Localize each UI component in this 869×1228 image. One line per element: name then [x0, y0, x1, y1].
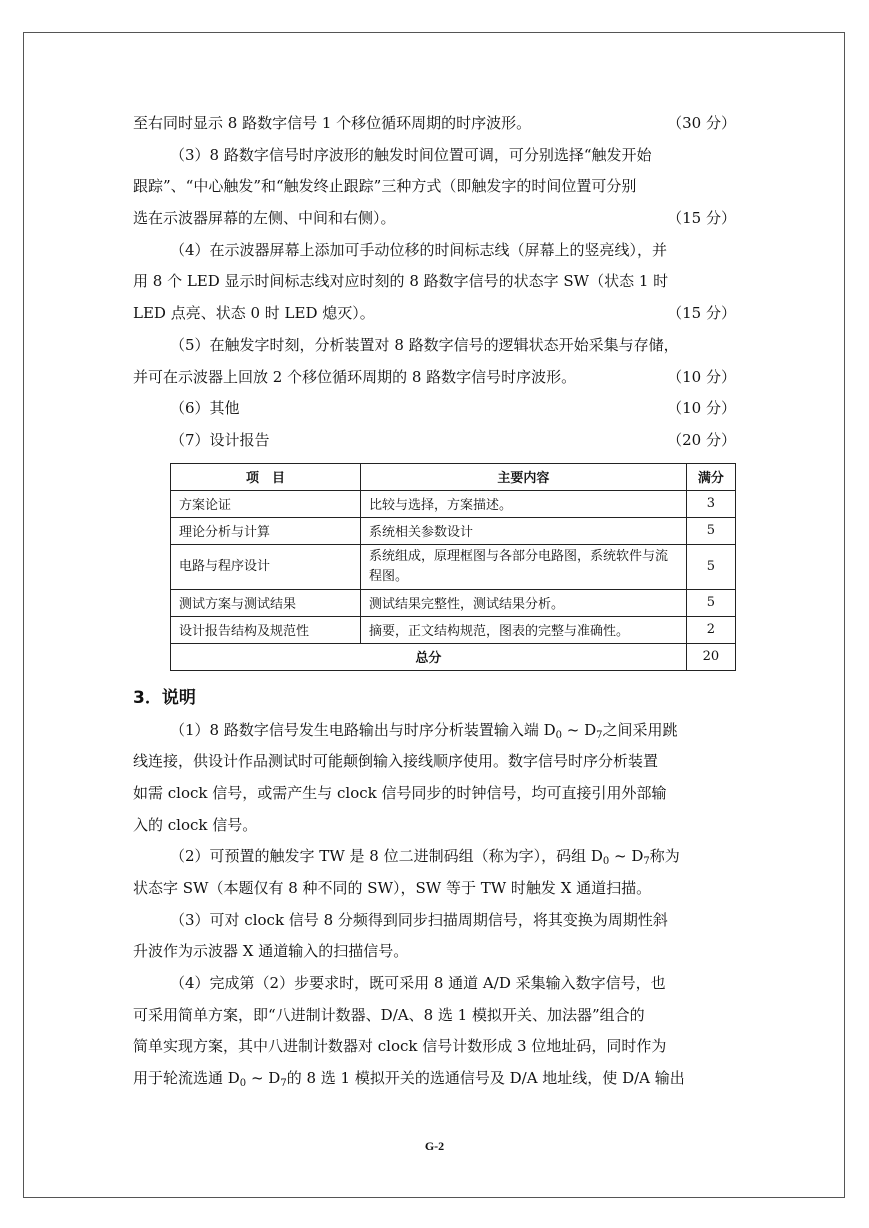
- line-text: 的 8 选 1 模拟开关的选通信号及 D/A 地址线，使 D/A 输出: [286, 1069, 685, 1088]
- line-text: （3）8 路数字信号时序波形的触发时间位置可调，可分别选择“触发开始: [170, 145, 652, 164]
- paragraph-line: [133, 810, 736, 842]
- grading-table: [170, 463, 736, 671]
- page-number: G-2: [424, 1139, 445, 1153]
- cell-content: 测试结果完整性，测试结果分析。: [361, 589, 687, 616]
- paragraph-line: [133, 425, 736, 457]
- cell-score: 5: [686, 544, 735, 589]
- table-total-row: [171, 643, 736, 670]
- line-text: 用 8 个 LED 显示时间标志线对应时刻的 8 路数字信号的状态字 SW（状态 1 时: [133, 272, 669, 291]
- paragraph-line: [133, 108, 736, 140]
- cell-score: 3: [686, 490, 735, 517]
- paragraph-line: [133, 715, 736, 747]
- score-label: （10 分）: [667, 367, 736, 386]
- cell-item: 理论分析与计算: [171, 517, 361, 544]
- line-text: 并可在示波器上回放 2 个移位循环周期的 8 路数字信号时序波形。: [133, 367, 577, 386]
- cell-item: 测试方案与测试结果: [171, 589, 361, 616]
- line-text: ~ D: [562, 720, 597, 739]
- subscript: 7: [280, 1078, 287, 1090]
- subscript: 7: [596, 729, 603, 741]
- line-text: （6）其他: [170, 399, 240, 418]
- line-text: （4）在示波器屏幕上添加可手动位移的时间标志线（屏幕上的竖亮线），并: [170, 240, 668, 259]
- cell-item: 电路与程序设计: [171, 544, 361, 589]
- table-row: [171, 490, 736, 517]
- line-text: （5）在触发字时刻，分析装置对 8 路数字信号的逻辑状态开始采集与存储，: [170, 335, 679, 354]
- paragraph-line: [133, 1000, 736, 1032]
- subscript: 0: [555, 729, 563, 741]
- cell-content: 系统组成，原理框图与各部分电路图，系统软件与流程图。: [361, 544, 687, 589]
- line-text: 线连接，供设计作品测试时可能颠倒输入接线顺序使用。数字信号时序分析装置: [133, 752, 659, 771]
- score-label: （30 分）: [667, 114, 736, 132]
- paragraph-line: [133, 936, 736, 968]
- paragraph-line: [133, 968, 736, 1000]
- score-label: （10 分）: [667, 399, 736, 418]
- line-text: ~ D: [246, 1069, 281, 1088]
- cell-score: 2: [686, 616, 735, 643]
- paragraph-line: [133, 266, 736, 298]
- subscript: 7: [643, 856, 650, 868]
- score-label: （15 分）: [667, 209, 736, 228]
- line-text: 选在示波器屏幕的左侧、中间和右侧）。: [133, 209, 396, 228]
- line-text: （1）8 路数字信号发生电路输出与时序分析装置输入端 D: [170, 720, 556, 739]
- header-item: 项 目: [171, 463, 361, 490]
- line-text: LED 点亮、状态 0 时 LED 熄灭）。: [133, 304, 375, 323]
- line-text: （3）可对 clock 信号 8 分频得到同步扫描周期信号，将其变换为周期性斜: [170, 910, 668, 929]
- table-row: [171, 589, 736, 616]
- score-label: （20 分）: [667, 430, 736, 449]
- line-text: 升波作为示波器 X 通道输入的扫描信号。: [133, 942, 409, 961]
- paragraph-line: [133, 362, 736, 394]
- cell-item: 方案论证: [171, 490, 361, 517]
- total-value: 20: [686, 643, 735, 670]
- paragraph-line: [133, 330, 736, 362]
- cell-content: 比较与选择，方案描述。: [361, 490, 687, 517]
- line-text: 状态字 SW（本题仅有 8 种不同的 SW），SW 等于 TW 时触发 X 通道扫描。: [133, 879, 652, 897]
- paragraph-line: [133, 235, 736, 267]
- line-text: 如需 clock 信号，或需产生与 clock 信号同步的时钟信号，均可直接引用外部输: [133, 783, 667, 802]
- paragraph-line: [133, 841, 736, 873]
- cell-score: 5: [686, 517, 735, 544]
- subscript: 0: [239, 1078, 247, 1090]
- line-text: （2）可预置的触发字 TW 是 8 位二进制码组（称为字），码组 D: [170, 847, 603, 866]
- line-text: 至右同时显示 8 路数字信号 1 个移位循环周期的时序波形。: [133, 114, 532, 132]
- table-row: [171, 517, 736, 544]
- paragraph-line: [133, 298, 736, 330]
- cell-content: 系统相关参数设计: [361, 517, 687, 544]
- paragraph-line: [133, 873, 736, 905]
- paragraph-line: [133, 778, 736, 810]
- paragraph-line: [133, 746, 736, 778]
- section-heading: 3．说明: [133, 687, 196, 708]
- paragraph-line: [133, 905, 736, 937]
- table-row: [171, 544, 736, 589]
- cell-score: 5: [686, 589, 735, 616]
- table-row: [171, 616, 736, 643]
- header-score: 满分: [686, 463, 735, 490]
- line-text: 简单实现方案，其中八进制计数器对 clock 信号计数形成 3 位地址码，同时作为: [133, 1037, 667, 1056]
- paragraph-line: [133, 393, 736, 425]
- paragraph-line: [133, 171, 736, 203]
- line-text: 入的 clock 信号。: [133, 815, 258, 834]
- subscript: 0: [602, 856, 610, 868]
- line-text: 跟踪”、“中心触发”和“触发终止跟踪”三种方式（即触发字的时间位置可分别: [133, 177, 637, 196]
- line-text: ~ D: [609, 847, 644, 866]
- line-text: 可采用简单方案，即“八进制计数器、D/A、8 选 1 模拟开关、加法器”组合的: [133, 1005, 645, 1024]
- document-body: [133, 108, 736, 1095]
- paragraph-line: [133, 1063, 736, 1095]
- table-header-row: [171, 463, 736, 490]
- line-text: （7）设计报告: [170, 430, 270, 449]
- line-text: 称为: [649, 847, 680, 866]
- cell-item: 设计报告结构及规范性: [171, 616, 361, 643]
- cell-content: 摘要，正文结构规范，图表的完整与准确性。: [361, 616, 687, 643]
- line-text: 用于轮流选通 D: [133, 1069, 240, 1088]
- paragraph-line: [133, 203, 736, 235]
- score-label: （15 分）: [667, 304, 736, 323]
- paragraph-line: [133, 140, 736, 172]
- paragraph-line: [133, 1031, 736, 1063]
- total-label: 总分: [171, 643, 687, 670]
- header-content: 主要内容: [361, 463, 687, 490]
- line-text: （4）完成第（2）步要求时，既可采用 8 通道 A/D 采集输入数字信号，也: [170, 974, 666, 993]
- line-text: 之间采用跳: [602, 720, 678, 739]
